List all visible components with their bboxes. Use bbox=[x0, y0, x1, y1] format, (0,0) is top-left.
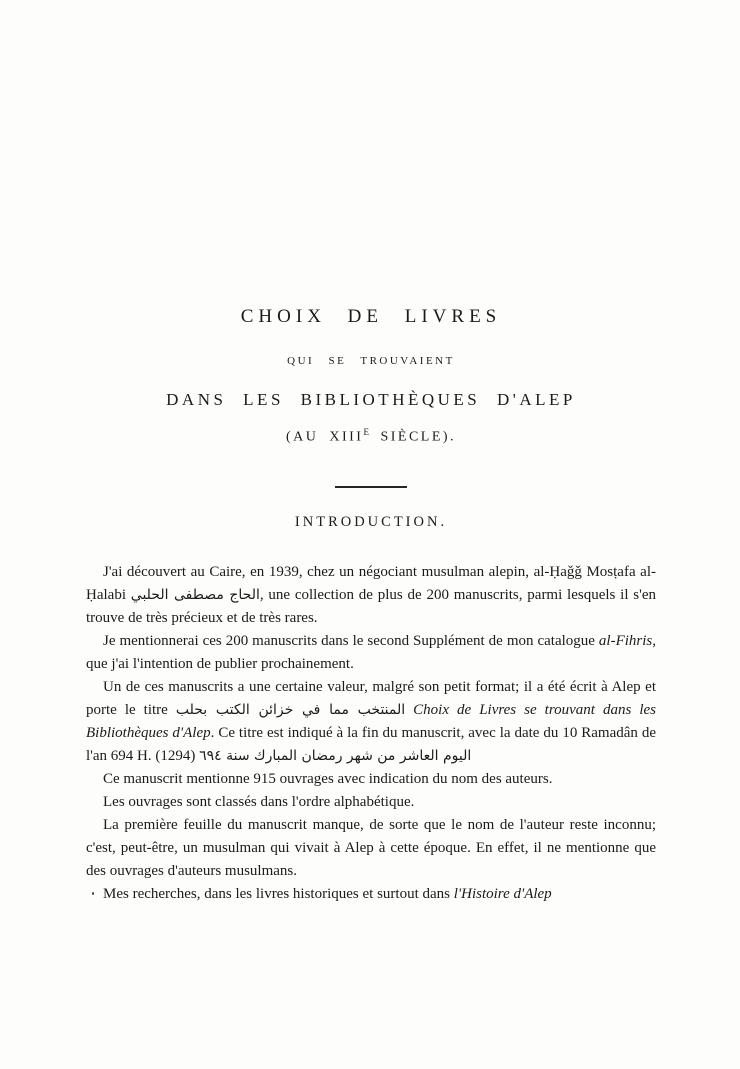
title-line-2: DANS LES BIBLIOTHÈQUES D'ALEP bbox=[166, 390, 576, 409]
italic-title: al-Fihris bbox=[598, 632, 653, 649]
arabic-phrase: المنتخب مما في خزائن الكتب بحلب bbox=[175, 701, 406, 718]
text-run: (AU XIII bbox=[285, 429, 364, 445]
text-run: Un de ces manuscrits a une certaine valeur, malgré son petit format; il a été écrit à Alep et porte le titre bbox=[86, 678, 656, 718]
title-line-3 bbox=[86, 427, 656, 446]
ink-speck bbox=[92, 892, 94, 895]
text-run: SIÈCLE). bbox=[369, 429, 457, 445]
paragraph-1 bbox=[86, 561, 656, 630]
main-title: CHOIX DE LIVRES bbox=[240, 306, 502, 327]
paragraph-4 bbox=[86, 768, 656, 791]
paragraph-7 bbox=[86, 883, 656, 906]
text-run: Mes recherches, dans les livres historiques et surtout dans bbox=[103, 885, 454, 902]
text-run: . Ce titre est indiqué à la fin du manuscrit, avec la date du 10 Ramadân de l'an 694 H. (1294) bbox=[86, 724, 656, 764]
title-block bbox=[86, 306, 656, 531]
text-run: Je mentionnerai ces 200 manuscrits dans le second Supplément de mon catalogue bbox=[103, 632, 599, 649]
arabic-phrase: الحاج مصطفى الحلبي bbox=[130, 586, 260, 603]
text-run: , que j'ai l'intention de publier prochainement. bbox=[86, 632, 656, 672]
italic-title: Choix de Livres se trouvant dans les Bibliothèques d'Alep bbox=[86, 701, 656, 741]
paragraph-6 bbox=[86, 814, 656, 883]
document-page bbox=[86, 0, 656, 906]
paragraph-5 bbox=[86, 791, 656, 814]
body-text bbox=[86, 561, 656, 906]
text-run: Ce manuscrit mentionne 915 ouvrages avec indication du nom des auteurs. bbox=[103, 770, 553, 787]
italic-title: l'Histoire d'Alep bbox=[453, 885, 552, 902]
paragraph-2 bbox=[86, 630, 656, 676]
text-run: , une collection de plus de 200 manuscrits, parmi lesquels il s'en trouve de très précieux et de très rares. bbox=[86, 586, 656, 626]
subtitle: QUI SE TROUVAIENT bbox=[287, 355, 455, 367]
text-run: Les ouvrages sont classés dans l'ordre alphabétique. bbox=[103, 793, 415, 810]
section-divider bbox=[335, 486, 407, 488]
section-heading: INTRODUCTION. bbox=[294, 513, 448, 530]
text-run: La première feuille du manuscrit manque, de sorte que le nom de l'auteur reste inconnu; c'est, peut-être, un musulman qui vivait à Alep à cette époque. En effet, il ne mentionne que des ouvrages d'auteurs musulmans. bbox=[86, 816, 656, 879]
superscript-ordinal: E bbox=[363, 427, 370, 437]
text-run: J'ai découvert au Caire, en 1939, chez un négociant musulman alepin, al-Ḥaǧǧ Mosṭafa al-Ḥalabi bbox=[86, 563, 656, 603]
arabic-phrase: اليوم العاشر من شهر رمضان المبارك سنة ٦٩٤ bbox=[199, 747, 472, 764]
paragraph-3 bbox=[86, 676, 656, 768]
